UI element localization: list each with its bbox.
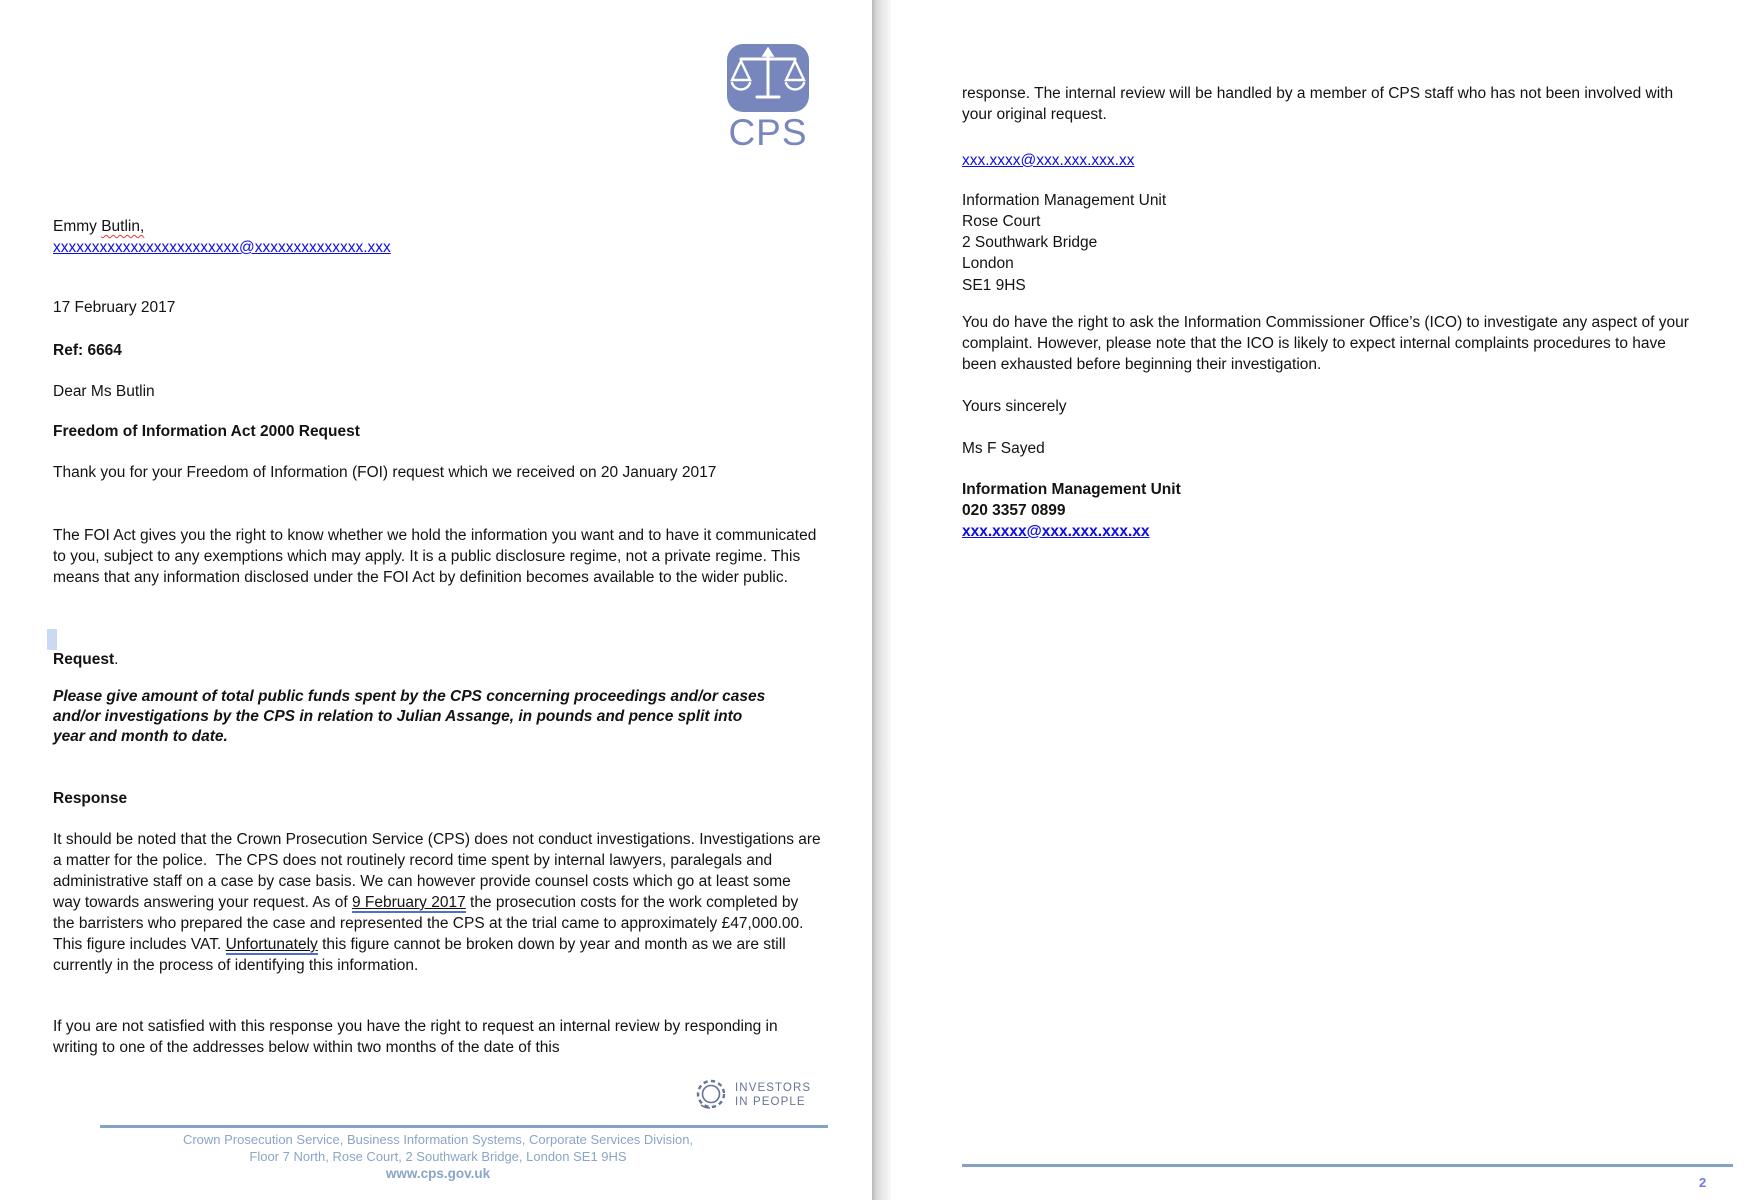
scales-of-justice-icon <box>727 44 809 112</box>
footer-address-line-2: Floor 7 North, Rose Court, 2 Southwark Bridge, London SE1 9HS <box>249 1149 627 1164</box>
signature-email-link[interactable]: xxx.xxxx@xxx.xxx.xxx.xx <box>962 523 1150 540</box>
recipient-first-name: Emmy <box>53 218 102 235</box>
address-line-3: 2 Southwark Bridge <box>962 234 1098 251</box>
request-heading-period: . <box>114 651 119 668</box>
response-heading: Response <box>53 790 128 807</box>
letter-date: 17 February 2017 <box>53 299 176 316</box>
salutation: Dear Ms Butlin <box>53 383 155 400</box>
wreath-icon <box>694 1078 728 1112</box>
response-paragraph <box>53 829 825 976</box>
footer-address-line-1: Crown Prosecution Service, Business Information Systems, Corporate Services Division, <box>182 1132 694 1147</box>
response-part-3: this figure cannot be broken down by year and month as we are still currently in the process of identifying this information. <box>53 936 790 974</box>
request-heading <box>53 649 118 670</box>
recipient-surname: Butlin, <box>101 218 145 235</box>
response-part-1: It should be noted that the Crown Prosecution Service (CPS) does not conduct investigations. Investigations are a matter for the police. The CPS does not routinely record time spent by internal lawyers, paralegals and administrative staff on a case by case basis. We can however provide counsel costs which go at least some way towards answering your request. As of <box>53 831 825 911</box>
signature-email-line <box>962 521 1150 542</box>
footer-rule <box>100 1125 828 1128</box>
closing: Yours sincerely <box>962 398 1067 415</box>
address-line-5: SE1 9HS <box>962 277 1026 294</box>
paragraph-continuation: response. The internal review will be handled by a member of CPS staff who has not been involved with your original request. <box>962 85 1678 123</box>
address-line-4: London <box>962 255 1014 272</box>
paragraph-thanks: Thank you for your Freedom of Information (FOI) request which we received on 20 January 2017 <box>53 464 717 481</box>
paragraph-foi-act: The FOI Act gives you the right to know whether we hold the information you want and to have it communicated to you, subject to any exemptions which may apply. It is a public disclosure regime, not a private regime. This means that any information disclosed under the FOI Act by definition becomes available to the wider public. <box>53 527 821 586</box>
page-separator <box>872 0 891 1200</box>
highlighted-space <box>47 629 57 650</box>
investors-in-people-logo <box>694 1078 811 1112</box>
iip-line-1: INVESTORS <box>735 1082 812 1094</box>
recipient-email-link[interactable]: xxxxxxxxxxxxxxxxxxxxxxxx@xxxxxxxxxxxxxx.xxx <box>53 239 391 256</box>
recipient-email-line <box>53 237 391 258</box>
response-part-2: the prosecution costs for the work completed by the barristers who prepared the case and represented the CPS at the trial came to approximately £47,000.00. This figure includes VAT. <box>53 894 808 953</box>
subject-heading: Freedom of Information Act 2000 Request <box>53 423 360 440</box>
request-heading-text: Request <box>53 651 115 668</box>
reference-number: Ref: 6664 <box>53 342 122 359</box>
cps-logo <box>726 44 810 151</box>
signature-phone: 020 3357 0899 <box>962 502 1066 519</box>
signature-name: Ms F Sayed <box>962 440 1045 457</box>
request-quote: Please give amount of total public funds spent by the CPS concerning proceedings and/or cases and/or investigations by the CPS in relation to Julian Assange, in pounds and pence split into year and month to date. <box>53 688 770 745</box>
recipient-name <box>53 216 144 237</box>
page-number: 2 <box>1699 1175 1707 1190</box>
review-email-line <box>962 150 1134 171</box>
revision-date: 9 February 2017 <box>351 894 466 911</box>
review-email-link[interactable]: xxx.xxxx@xxx.xxx.xxx.xx <box>962 152 1135 169</box>
signature-unit: Information Management Unit <box>962 481 1181 498</box>
revision-word: Unfortunately <box>225 936 318 953</box>
letter-page-1 <box>0 0 872 1200</box>
iip-wordmark <box>735 1081 811 1109</box>
paragraph-ico: You do have the right to ask the Information Commissioner Office’s (ICO) to investigate any aspect of your complaint. However, please note that the ICO is likely to expect internal complaints procedures to have been exhausted before beginning their investigation. <box>962 314 1694 373</box>
footer <box>55 1131 821 1182</box>
letter-page-2 <box>891 0 1758 1200</box>
page-bottom-rule <box>962 1164 1733 1167</box>
paragraph-internal-review: If you are not satisfied with this response you have the right to request an internal review by responding in writing to one of the addresses below within two months of the date of this <box>53 1018 782 1056</box>
address-line-1: Information Management Unit <box>962 192 1167 209</box>
footer-website[interactable]: www.cps.gov.uk <box>385 1166 491 1181</box>
address-line-2: Rose Court <box>962 213 1041 230</box>
cps-logo-text: CPS <box>728 112 808 153</box>
iip-line-2: IN PEOPLE <box>735 1096 806 1108</box>
